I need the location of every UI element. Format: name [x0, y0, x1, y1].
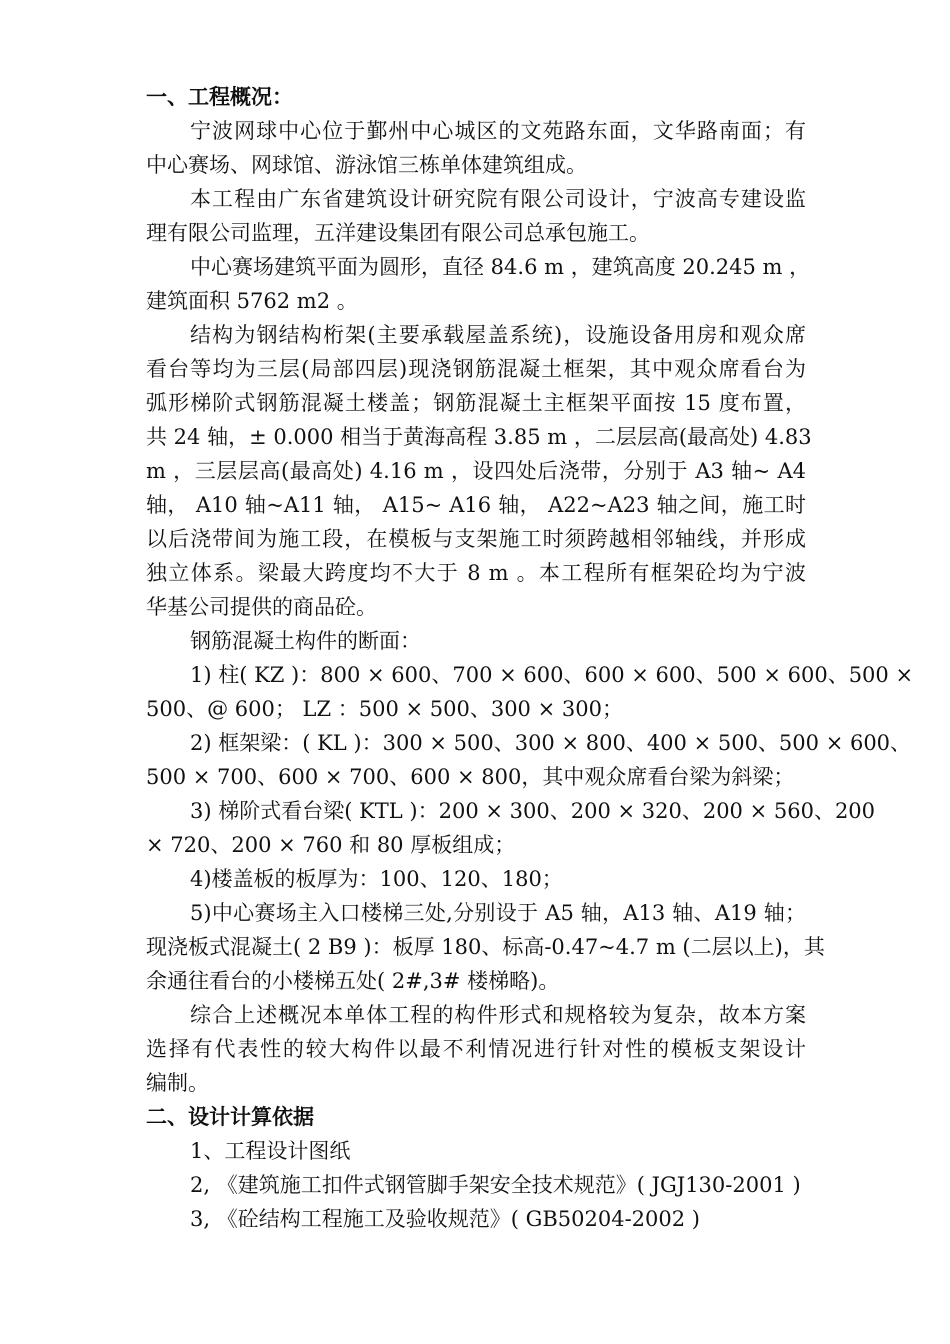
text-line: 2) 框架梁：( KL )：300 × 500、300 × 800、400 × 500、500 × 600、: [190, 731, 912, 755]
section-heading-overview: 一、工程概况：: [146, 85, 293, 109]
text-line: 结构为钢结构桁架(主要承载屋盖系统)，设施设备用房和观众席: [190, 323, 806, 347]
basis-list: [146, 1134, 806, 1236]
text-line: 建筑面积 5762 m2 。: [146, 289, 358, 313]
text-line: 3) 梯阶式看台梁( KTL )：200 × 300、200 × 320、200 × 560、200: [190, 799, 876, 823]
text-line: 500 × 700、600 × 700、600 × 800，其中观众席看台梁为斜梁；: [146, 765, 795, 789]
text-line: 1) 柱( KZ )：800 × 600、700 × 600、600 × 600、500 × 600、500 ×: [190, 663, 914, 687]
paragraph-sections-intro: 钢筋混凝土构件的断面：: [190, 629, 421, 653]
text-line: m ，三层层高(最高处) 4.16 m ，设四处后浇带，分别于 A3 轴~ A4: [146, 459, 806, 483]
list-item-columns: [146, 658, 914, 726]
text-line: 理有限公司监理，五洋建设集团有限公司总承包施工。: [146, 221, 650, 245]
list-item: 1、工程设计图纸: [190, 1139, 351, 1163]
section-heading-basis: 二、设计计算依据: [146, 1105, 314, 1129]
text-line: 共 24 轴，± 0.000 相当于黄海高程 3.85 m ，二层层高(最高处) 4.83: [146, 425, 812, 449]
text-line: 综合上述概况本单体工程的构件形式和规格较为复杂，故本方案: [190, 1003, 806, 1027]
text-line: 中心赛场建筑平面为圆形，直径 84.6 m ，建筑高度 20.245 m ，: [190, 255, 811, 279]
paragraph-summary: [146, 998, 806, 1100]
text-line: 5)中心赛场主入口楼梯三处,分别设于 A5 轴，A13 轴、A19 轴；: [190, 901, 806, 925]
list-item: 3, 《砼结构工程施工及验收规范》( GB50204-2002 ): [190, 1207, 700, 1231]
text-line: × 720、200 × 760 和 80 厚板组成；: [146, 833, 516, 857]
text-line: 看台等均为三层(局部四层)现浇钢筋混凝土框架，其中观众席看台为: [146, 357, 806, 381]
text-line: 以后浇带间为施工段，在模板与支架施工时须跨越相邻轴线，并形成: [146, 527, 806, 551]
text-line: 选择有代表性的较大构件以最不利情况进行针对性的模板支架设计: [146, 1037, 806, 1061]
text-line: 独立体系。梁最大跨度均不大于 8 m 。本工程所有框架砼均为宁波: [146, 561, 806, 585]
text-line: 编制。: [146, 1071, 209, 1095]
list-item: 2, 《建筑施工扣件式钢管脚手架安全技术规范》( JGJ130-2001 ): [190, 1173, 801, 1197]
text-line: 本工程由广东省建筑设计研究院有限公司设计，宁波高专建设监: [190, 187, 806, 211]
list-item-stairs: [146, 896, 825, 998]
document-body: [146, 80, 914, 1236]
list-item-stand-beams: [146, 794, 876, 862]
paragraph-structure: [146, 318, 812, 624]
list-item-beams: [146, 726, 912, 794]
text-line: 华基公司提供的商品砼。: [146, 595, 377, 619]
text-line: 现浇板式混凝土( 2 B9 )：板厚 180、标高-0.47~4.7 m (二层以上)，其: [146, 935, 825, 959]
paragraph-dimensions: [146, 250, 811, 318]
text-line: 轴， A10 轴~A11 轴， A15~ A16 轴， A22~A23 轴之间，施工时: [146, 493, 806, 517]
text-line: 弧形梯阶式钢筋混凝土楼盖；钢筋混凝土主框架平面按 15 度布置，: [146, 391, 806, 415]
text-line: 500、@ 600； LZ ：500 × 500、300 × 300；: [146, 697, 623, 721]
paragraph-location: [146, 114, 806, 182]
text-line: 余通往看台的小楼梯五处( 2#,3# 楼梯略)。: [146, 969, 560, 993]
list-item-slabs: 4)楼盖板的板厚为：100、120、180；: [190, 867, 563, 891]
text-line: 宁波网球中心位于鄞州中心城区的文苑路东面，文华路南面；有: [190, 119, 806, 143]
paragraph-parties: [146, 182, 806, 250]
text-line: 中心赛场、网球馆、游泳馆三栋单体建筑组成。: [146, 153, 587, 177]
